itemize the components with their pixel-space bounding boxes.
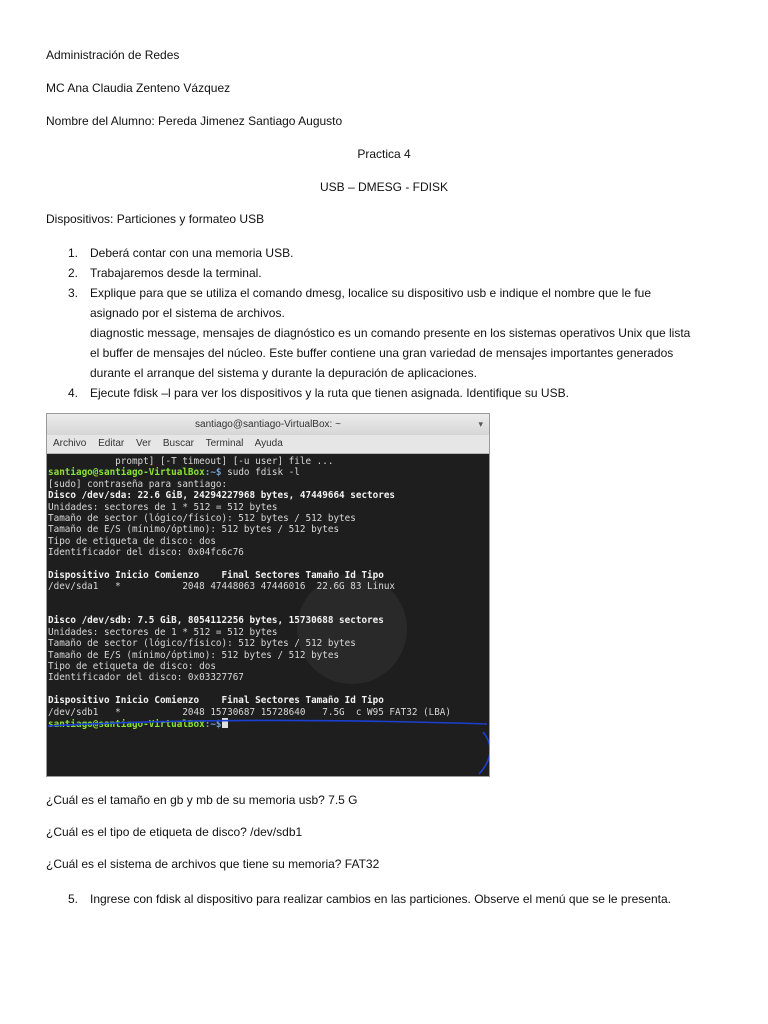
answer-text: el buffer de mensajes del núcleo. Este buffer contiene una gran variedad de mensajes importantes generados bbox=[90, 346, 674, 360]
terminal-screenshot bbox=[46, 413, 490, 777]
list-number: 3. bbox=[68, 286, 79, 300]
student-name: Nombre del Alumno: Pereda Jimenez Santiago Augusto bbox=[46, 114, 343, 128]
list-item bbox=[46, 889, 726, 909]
list-item-text: asignado por el sistema de archivos. bbox=[90, 306, 285, 320]
terminal-line: /dev/sdb1 * 2048 15730687 15728640 7.5G c W95 FAT32 (LBA) bbox=[48, 706, 451, 718]
answer-text: durante el arranque del sistema y durante la depuración de aplicaciones. bbox=[90, 366, 477, 380]
menu-ayuda: Ayuda bbox=[254, 438, 283, 449]
teacher-name: MC Ana Claudia Zenteno Vázquez bbox=[46, 81, 231, 95]
menu-buscar: Buscar bbox=[162, 438, 194, 449]
list-number: 4. bbox=[68, 386, 79, 400]
list-item-text: Ingrese con fdisk al dispositivo para realizar cambios en las particiones. Observe el menú que se le presenta. bbox=[90, 892, 671, 906]
prompt-path: :~$ bbox=[204, 718, 222, 730]
terminal-line: /dev/sda1 * 2048 47448063 47446016 22.6G 83 Linux bbox=[48, 581, 396, 593]
question-size: ¿Cuál es el tamaño en gb y mb de su memoria usb? 7.5 G bbox=[46, 793, 358, 807]
list-item bbox=[46, 383, 726, 403]
menu-terminal: Terminal bbox=[205, 438, 244, 449]
terminal-line: Tamaño de sector (lógico/físico): 512 bytes / 512 bytes bbox=[48, 638, 356, 650]
terminal-line: Unidades: sectores de 1 * 512 = 512 bytes bbox=[48, 501, 278, 513]
terminal-line: prompt] [-T timeout] [-u user] file ... bbox=[48, 456, 334, 467]
terminal-line: Disco /dev/sdb: 7.5 GiB, 8054112256 bytes, 15730688 sectores bbox=[48, 615, 384, 627]
terminal-line: Tamaño de sector (lógico/físico): 512 bytes / 512 bytes bbox=[48, 512, 356, 524]
list-number: 2. bbox=[68, 266, 79, 280]
terminal-line: Disco /dev/sda: 22.6 GiB, 24294227968 bytes, 47449664 sectores bbox=[48, 490, 396, 502]
answer-text: diagnostic message, mensajes de diagnóstico es un comando presente en los sistemas operativos Unix que lista bbox=[90, 326, 691, 340]
list-number: 1. bbox=[68, 246, 79, 260]
terminal-output bbox=[47, 454, 490, 777]
chevron-down-icon: ▾ bbox=[478, 419, 483, 429]
terminal-line: Tipo de etiqueta de disco: dos bbox=[48, 535, 216, 547]
instruction-list-step5 bbox=[46, 889, 726, 909]
menu-editar: Editar bbox=[98, 438, 125, 449]
list-item bbox=[46, 243, 726, 263]
terminal-prompt-line bbox=[48, 718, 490, 729]
terminal-line bbox=[48, 604, 490, 615]
terminal-line: Tamaño de E/S (mínimo/óptimo): 512 bytes / 512 bytes bbox=[48, 649, 340, 661]
prompt-user: santiago@santiago-VirtualBox bbox=[48, 467, 205, 479]
terminal-line bbox=[48, 559, 490, 570]
terminal-line: Identificador del disco: 0x04fc6c76 bbox=[48, 547, 244, 559]
list-item bbox=[46, 263, 726, 283]
terminal-line: Unidades: sectores de 1 * 512 = 512 bytes bbox=[48, 626, 278, 638]
section-heading: Dispositivos: Particiones y formateo USB bbox=[46, 212, 265, 226]
instruction-list bbox=[46, 243, 726, 403]
list-number: 5. bbox=[68, 892, 79, 906]
list-item-text: Deberá contar con una memoria USB. bbox=[90, 246, 294, 260]
terminal-line: Identificador del disco: 0x03327767 bbox=[48, 672, 244, 684]
terminal-line bbox=[48, 593, 490, 604]
list-item-text: Explique para que se utiliza el comando dmesg, localice su dispositivo usb e indique el nombre que le fue bbox=[90, 286, 652, 300]
list-item-text: Trabajaremos desde la terminal. bbox=[90, 266, 262, 280]
terminal-line: [sudo] contraseña para santiago: bbox=[48, 478, 228, 490]
list-item-text: Ejecute fdisk –l para ver los dispositivos y la ruta que tienen asignada. Identifique su USB. bbox=[90, 386, 569, 400]
terminal-line: Dispositivo Inicio Comienzo Final Sectores Tamaño Id Tipo bbox=[48, 569, 384, 581]
question-label-type: ¿Cuál es el tipo de etiqueta de disco? /dev/sdb1 bbox=[46, 825, 303, 839]
terminal-command: sudo fdisk -l bbox=[221, 467, 300, 479]
terminal-prompt-line bbox=[48, 467, 490, 478]
menu-archivo: Archivo bbox=[53, 438, 87, 449]
practice-subtitle: USB – DMESG - FDISK bbox=[319, 180, 449, 194]
practice-number: Practica 4 bbox=[357, 147, 411, 161]
terminal-titlebar bbox=[47, 414, 489, 435]
terminal-line bbox=[48, 684, 490, 695]
terminal-line: Dispositivo Inicio Comienzo Final Sectores Tamaño Id Tipo bbox=[48, 695, 384, 707]
terminal-line: Tamaño de E/S (mínimo/óptimo): 512 bytes / 512 bytes bbox=[48, 524, 340, 536]
course-title: Administración de Redes bbox=[46, 48, 180, 62]
terminal-line: Tipo de etiqueta de disco: dos bbox=[48, 661, 216, 673]
prompt-path: :~$ bbox=[204, 467, 222, 479]
terminal-title: santiago@santiago-VirtualBox: ~ bbox=[195, 419, 341, 430]
list-item bbox=[46, 283, 726, 383]
terminal-cursor bbox=[222, 718, 228, 728]
prompt-user: santiago@santiago-VirtualBox bbox=[48, 718, 205, 730]
terminal-menubar bbox=[47, 435, 489, 454]
question-filesystem: ¿Cuál es el sistema de archivos que tiene su memoria? FAT32 bbox=[46, 857, 380, 871]
menu-ver: Ver bbox=[136, 438, 152, 449]
